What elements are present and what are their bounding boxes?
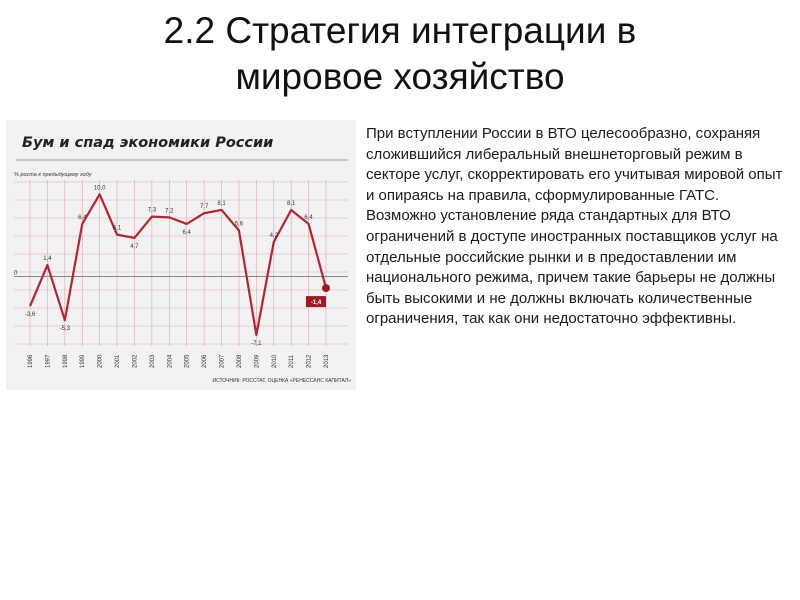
slide-title-line-2: мировое хозяйство (235, 56, 565, 97)
x-tick-label: 2011 (289, 355, 296, 368)
data-label: 10,0 (93, 185, 106, 192)
data-label: 6,4 (78, 214, 87, 221)
x-tick-label: 2010 (271, 354, 278, 368)
data-label: -3,6 (24, 312, 36, 319)
grid (14, 180, 348, 346)
x-tick-label: 1997 (45, 354, 52, 368)
data-label: 4,2 (269, 233, 278, 240)
data-label: -7,1 (251, 340, 262, 347)
x-tick-label: 2005 (184, 354, 191, 368)
slide-title-line-1: 2.2 Стратегия интеграции в (163, 10, 637, 51)
chart-title: Бум и спад экономики России (22, 135, 274, 151)
data-point-highlight (322, 284, 330, 292)
data-labels (25, 185, 326, 347)
data-label: 7,2 (165, 208, 174, 215)
data-label: 7,7 (199, 204, 209, 211)
x-tick-label: 2002 (132, 354, 139, 368)
x-tick-label: 2003 (149, 354, 156, 368)
x-tick-label: 1998 (62, 354, 69, 368)
x-tick-label: 2013 (324, 354, 330, 368)
data-label: 5,6 (234, 221, 244, 228)
data-label: 6,4 (182, 229, 191, 236)
x-tick-label: 2012 (306, 354, 313, 368)
data-label: 5,1 (112, 225, 122, 232)
slide-title (0, 8, 800, 100)
data-label: 4,7 (130, 243, 139, 250)
x-tick-label: 2006 (202, 354, 209, 368)
x-tick-label: 2009 (254, 354, 261, 368)
x-tick-label: 2007 (219, 354, 226, 368)
data-label: -5,3 (59, 326, 70, 333)
data-label: 1,4 (43, 256, 52, 263)
series (30, 194, 330, 335)
data-label: 8,1 (287, 200, 296, 207)
data-label-highlight: -1,4 (310, 300, 322, 307)
x-tick-label: 2004 (167, 354, 174, 368)
y-tick-label-0: 0 (14, 270, 18, 277)
growth-chart-svg (6, 120, 356, 390)
x-tick-label: 2008 (236, 354, 243, 368)
x-tick-label: 2001 (115, 354, 122, 368)
data-label: 8,1 (217, 200, 226, 207)
growth-chart (6, 120, 356, 390)
chart-subtitle: % роста к предыдущему году (14, 172, 92, 178)
x-tick-label: 1999 (80, 354, 87, 368)
x-tick-label: 2000 (97, 354, 104, 368)
x-tick-label: 1996 (28, 354, 34, 368)
data-label: 6,4 (304, 214, 313, 221)
body-text: При вступлении России в ВТО целесообразно, сохраняя сложившийся либеральный внешнеторговый режим в секторе услуг, скорректировать его учитывая мировой опыт и опираясь на правила, сформулированные ГАТС. Возможно установление ряда стандартных для ВТО ограничений в доступе иностранных поставщиков услуг на отдельные российские рынки и в предоставлении им национального режима, причем такие барьеры не должны быть высокими и не должны включать количественные ограничения, так как они недостаточно эффективны. (366, 125, 783, 328)
x-axis-ticks (28, 354, 330, 368)
series-line (30, 194, 326, 335)
data-label: 7,3 (147, 207, 157, 214)
chart-source: ИСТОЧНИК: РОССТАТ, ОЦЕНКА «РЕНЕССАНС КАПИТАЛ» (212, 378, 351, 384)
